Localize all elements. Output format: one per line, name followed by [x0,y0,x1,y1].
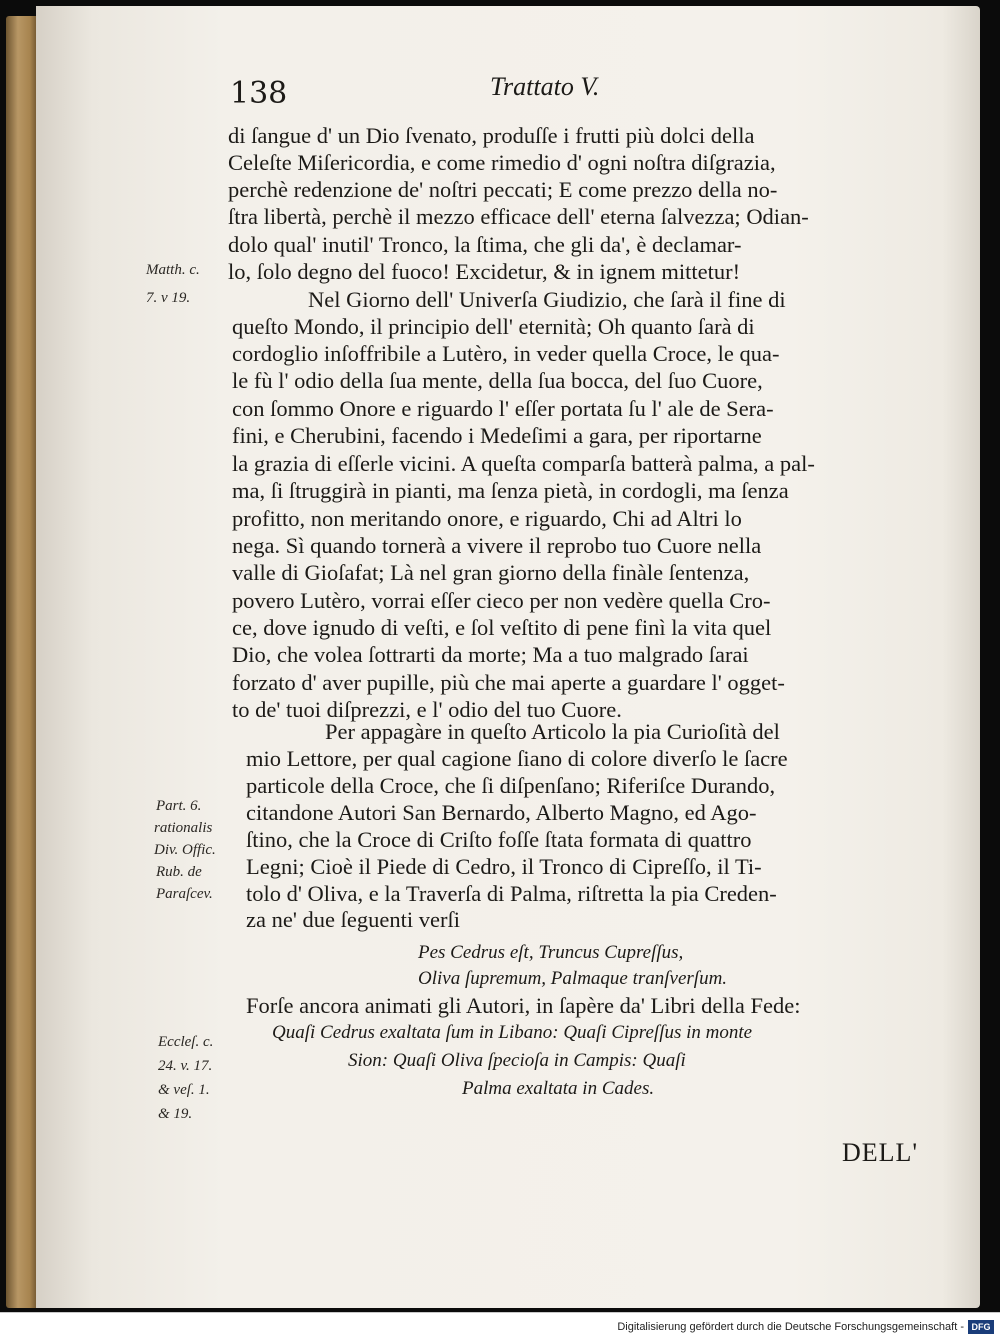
footer-credit: Digitalisierung gefördert durch die Deutsche Forschungsgemeinschaft - [617,1321,964,1333]
margin-note: Paraſcev. [156,886,213,902]
body-line: Dio, che volea ſottrarti da morte; Ma a tuo malgrado ſarai [232,642,749,667]
body-line: tolo d' Oliva, e la Traverſa di Palma, riſtretta la pia Creden- [246,881,777,906]
body-line: profitto, non meritando onore, e riguardo, Chi ad Altri lo [232,506,742,531]
body-line: forzato d' aver pupille, più che mai aperte a guardare l' ogget- [232,670,785,695]
body-line: particole della Croce, che ſi diſpenſano; Riferiſce Durando, [246,773,776,798]
margin-note: & veſ. 1. [158,1082,210,1098]
body-line: ſtino, che la Croce di Criſto foſſe ſtata formata di quattro [246,827,752,852]
verse-line: Pes Cedrus eſt, Truncus Cupreſſus, [418,942,684,963]
body-line: la grazia di eſſerle vicini. A queſta comparſa batterà palma, a pal- [232,451,815,476]
margin-note: Part. 6. [156,798,202,814]
body-line: lo, ſolo degno del fuoco! Excidetur, & in ignem mittetur! [228,259,741,284]
body-line: le fù l' odio della ſua mente, della ſua bocca, del ſuo Cuore, [232,368,763,393]
body-line: di ſangue d' un Dio ſvenato, produſſe i frutti più dolci della [228,123,755,148]
body-line: perchè redenzione de' noſtri peccati; E come prezzo della no- [228,177,778,202]
body-line: con ſommo Onore e riguardo l' eſſer portata ſu l' ale de Sera- [232,396,774,421]
body-line: mio Lettore, per qual cagione ſiano di colore diverſo le ſacre [246,746,788,771]
body-line: cordoglio inſoffribile a Lutèro, in veder quella Croce, le qua- [232,341,780,366]
margin-note: Matth. c. [146,262,200,278]
body-line: ſtra libertà, perchè il mezzo efficace dell' eterna ſalvezza; Odian- [228,204,809,229]
margin-note: 7. v 19. [146,290,191,306]
body-line: citandone Autori San Bernardo, Alberto Magno, ed Ago- [246,800,757,825]
margin-note: 24. v. 17. [158,1058,213,1074]
body-line: ma, ſi ſtruggirà in pianti, ma ſenza pietà, in cordogli, ma ſenza [232,478,789,503]
footer-bar [0,1312,1000,1341]
running-title: Trattato V. [490,72,600,101]
body-line: nega. Sì quando tornerà a vivere il reprobo tuo Cuore nella [232,533,762,558]
quote-line: Quaſi Cedrus exaltata ſum in Libano: Quaſi Cipreſſus in monte [272,1022,753,1043]
dfg-logo: DFG [968,1320,994,1334]
verse-line: Oliva ſupremum, Palmaque tranſverſum. [418,968,728,989]
margin-note: Eccleſ. c. [158,1034,214,1050]
quote-line: Sion: Quaſi Oliva ſpecioſa in Campis: Quaſi [348,1050,686,1071]
body-line: Forſe ancora animati gli Autori, in ſapère da' Libri della Fede: [246,993,801,1018]
body-line: za ne' due ſeguenti verſi [246,907,460,932]
body-line: Per appagàre in queſto Articolo la pia Curioſità del [325,719,780,744]
body-line: fini, e Cherubini, facendo i Medeſimi a gara, per riportarne [232,423,762,448]
body-line: dolo qual' inutil' Tronco, la ſtima, che gli da', è declamar- [228,232,742,257]
margin-note: & 19. [158,1106,193,1122]
margin-note: Div. Offic. [154,842,216,858]
margin-note: Rub. de [156,864,202,880]
catchword: DELL' [842,1138,919,1167]
page-number: 138 [230,76,288,111]
body-line: queſto Mondo, il principio dell' eternità; Oh quanto ſarà di [232,314,755,339]
margin-note: rationalis [154,820,213,836]
body-line: povero Lutèro, vorrai eſſer cieco per non vedère quella Cro- [232,588,771,613]
body-line: Nel Giorno dell' Univerſa Giudizio, che ſarà il fine di [308,287,786,312]
body-line: valle di Gioſafat; Là nel gran giorno della finàle ſentenza, [232,560,750,585]
book-page-edge [6,16,40,1308]
quote-line: Palma exaltata in Cades. [462,1078,655,1099]
body-line: to de' tuoi diſprezzi, e l' odio del tuo Cuore. [232,697,622,722]
body-line: Legni; Cioè il Piede di Cedro, il Tronco di Cipreſſo, il Ti- [246,854,762,879]
body-line: ce, dove ignudo di veſti, e ſol veſtito di pene finì la vita quel [232,615,772,640]
body-line: Celeſte Miſericordia, e come rimedio d' ogni noſtra diſgrazia, [228,150,776,175]
